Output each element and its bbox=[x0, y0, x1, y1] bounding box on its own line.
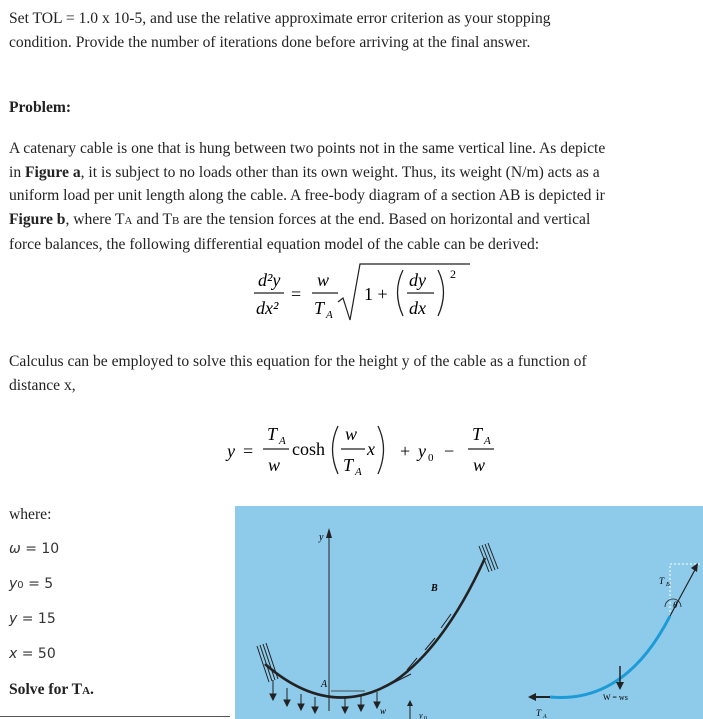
eq2-equals: = bbox=[243, 441, 254, 461]
var-x bbox=[9, 646, 56, 662]
eq2-y0-sub: 0 bbox=[428, 452, 434, 464]
problem-line-4 bbox=[9, 208, 703, 234]
figure-background bbox=[235, 506, 703, 719]
var-x-value: = 50 bbox=[21, 646, 56, 662]
fig-label-y0: y bbox=[419, 711, 423, 719]
var-y0-name: y bbox=[9, 576, 18, 592]
eq1-d2y: d²y bbox=[258, 270, 281, 290]
eq2-ta-sub: A bbox=[279, 435, 286, 447]
eq1-dy: dy bbox=[409, 270, 426, 290]
eq2-w: w bbox=[268, 455, 281, 475]
eq1-w: w bbox=[317, 270, 330, 290]
problem-line-4-mid2: and T bbox=[132, 210, 173, 228]
eq2-w-inner: w bbox=[345, 424, 358, 444]
intro-text bbox=[9, 7, 703, 54]
fig-label-b: B bbox=[431, 583, 438, 594]
eq1-one-plus: 1 + bbox=[364, 284, 388, 304]
figure-a-ref: Figure a bbox=[25, 163, 81, 181]
eq2-ta: T bbox=[267, 424, 278, 444]
intro-line-1: Set TOL = 1.0 x 10-5, and use the relative approximate error criterion as your stopping bbox=[9, 10, 551, 27]
problem-line-4-post: are the tension forces at the end. Based on horizontal and vertical bbox=[179, 210, 591, 228]
calculus-line-1: Calculus can be employed to solve this equation for the height y of the cable as a function of bbox=[9, 353, 587, 370]
intro-line-2: condition. Provide the number of iterations done before arriving at the final answer. bbox=[9, 33, 531, 51]
eq2-ta-inner-sub: A bbox=[355, 466, 362, 478]
solve-for-ta bbox=[9, 681, 94, 699]
catenary-figure bbox=[235, 506, 703, 719]
calculus-line-2: distance x, bbox=[9, 376, 76, 394]
fig-label-a: A bbox=[321, 679, 328, 690]
differential-equation bbox=[240, 262, 480, 326]
fig-label-ta-sub: A bbox=[543, 714, 547, 719]
eq1-dx2: dx² bbox=[256, 298, 279, 318]
fig-label-tb: T bbox=[659, 576, 665, 586]
where-label: where: bbox=[9, 506, 52, 523]
problem-line-2 bbox=[9, 161, 703, 185]
var-y bbox=[9, 611, 56, 627]
bottom-rule bbox=[0, 716, 230, 717]
eq2-plus: + bbox=[400, 441, 411, 461]
var-omega bbox=[9, 541, 59, 557]
figure-b-ref: Figure b bbox=[9, 210, 66, 228]
eq2-x: x bbox=[367, 439, 375, 459]
solve-sub: A bbox=[82, 685, 91, 697]
var-omega-value: = 10 bbox=[25, 541, 60, 557]
tb-subscript: B bbox=[172, 214, 180, 227]
eq2-cosh: cosh bbox=[292, 439, 325, 459]
var-y0-value: = 5 bbox=[28, 576, 54, 592]
catenary-equation bbox=[225, 418, 500, 484]
eq2-ta-right: T bbox=[472, 424, 483, 444]
fig-label-ta: T bbox=[536, 708, 542, 718]
var-x-name: x bbox=[9, 646, 18, 662]
var-y0-sub: 0 bbox=[17, 580, 24, 591]
eq2-minus: − bbox=[444, 441, 455, 461]
problem-heading: Problem: bbox=[9, 99, 72, 116]
eq2-y: y bbox=[227, 441, 235, 461]
eq2-y0: y bbox=[418, 441, 426, 461]
problem-line-2-post: , it is subject to no loads other than its own weight. Thus, its weight (N/m) acts as a bbox=[80, 163, 600, 181]
eq1-equals: = bbox=[291, 284, 302, 304]
calculus-paragraph bbox=[9, 350, 703, 397]
problem-line-2-pre: in bbox=[9, 163, 26, 181]
eq1-dx: dx bbox=[409, 298, 426, 318]
fig-label-y: y bbox=[319, 532, 324, 543]
problem-line-3: uniform load per unit length along the cable. A free-body diagram of a section AB is depicted ir bbox=[9, 187, 605, 204]
eq2-w-right: w bbox=[473, 455, 486, 475]
eq1-power: 2 bbox=[450, 267, 456, 281]
problem-paragraph bbox=[9, 137, 703, 257]
var-y-value: = 15 bbox=[21, 611, 56, 627]
eq2-ta-right-sub: A bbox=[484, 435, 491, 447]
problem-line-5: force balances, the following differential equation model of the cable can be derived: bbox=[9, 236, 540, 253]
var-y-name: y bbox=[9, 611, 18, 627]
fig-label-theta: θ bbox=[673, 600, 678, 610]
var-omega-name: ω bbox=[9, 541, 21, 557]
fig-label-weight: W = ws bbox=[603, 693, 628, 702]
ta-subscript: A bbox=[124, 214, 133, 227]
eq2-ta-inner: T bbox=[343, 455, 354, 475]
problem-line-4-mid1: , where T bbox=[65, 210, 125, 228]
fig-label-y0-sub: 0 bbox=[424, 716, 427, 719]
var-y0 bbox=[9, 576, 53, 592]
problem-line-1: A catenary cable is one that is hung between two points not in the same vertical line. As depicte bbox=[9, 140, 606, 157]
fig-label-tb-sub: B bbox=[666, 582, 670, 588]
fig-label-w: w bbox=[380, 706, 387, 716]
solve-post: . bbox=[90, 681, 94, 698]
solve-pre: Solve for T bbox=[9, 681, 83, 698]
eq1-ta-sub: A bbox=[326, 309, 333, 321]
eq1-ta: T bbox=[314, 298, 325, 318]
